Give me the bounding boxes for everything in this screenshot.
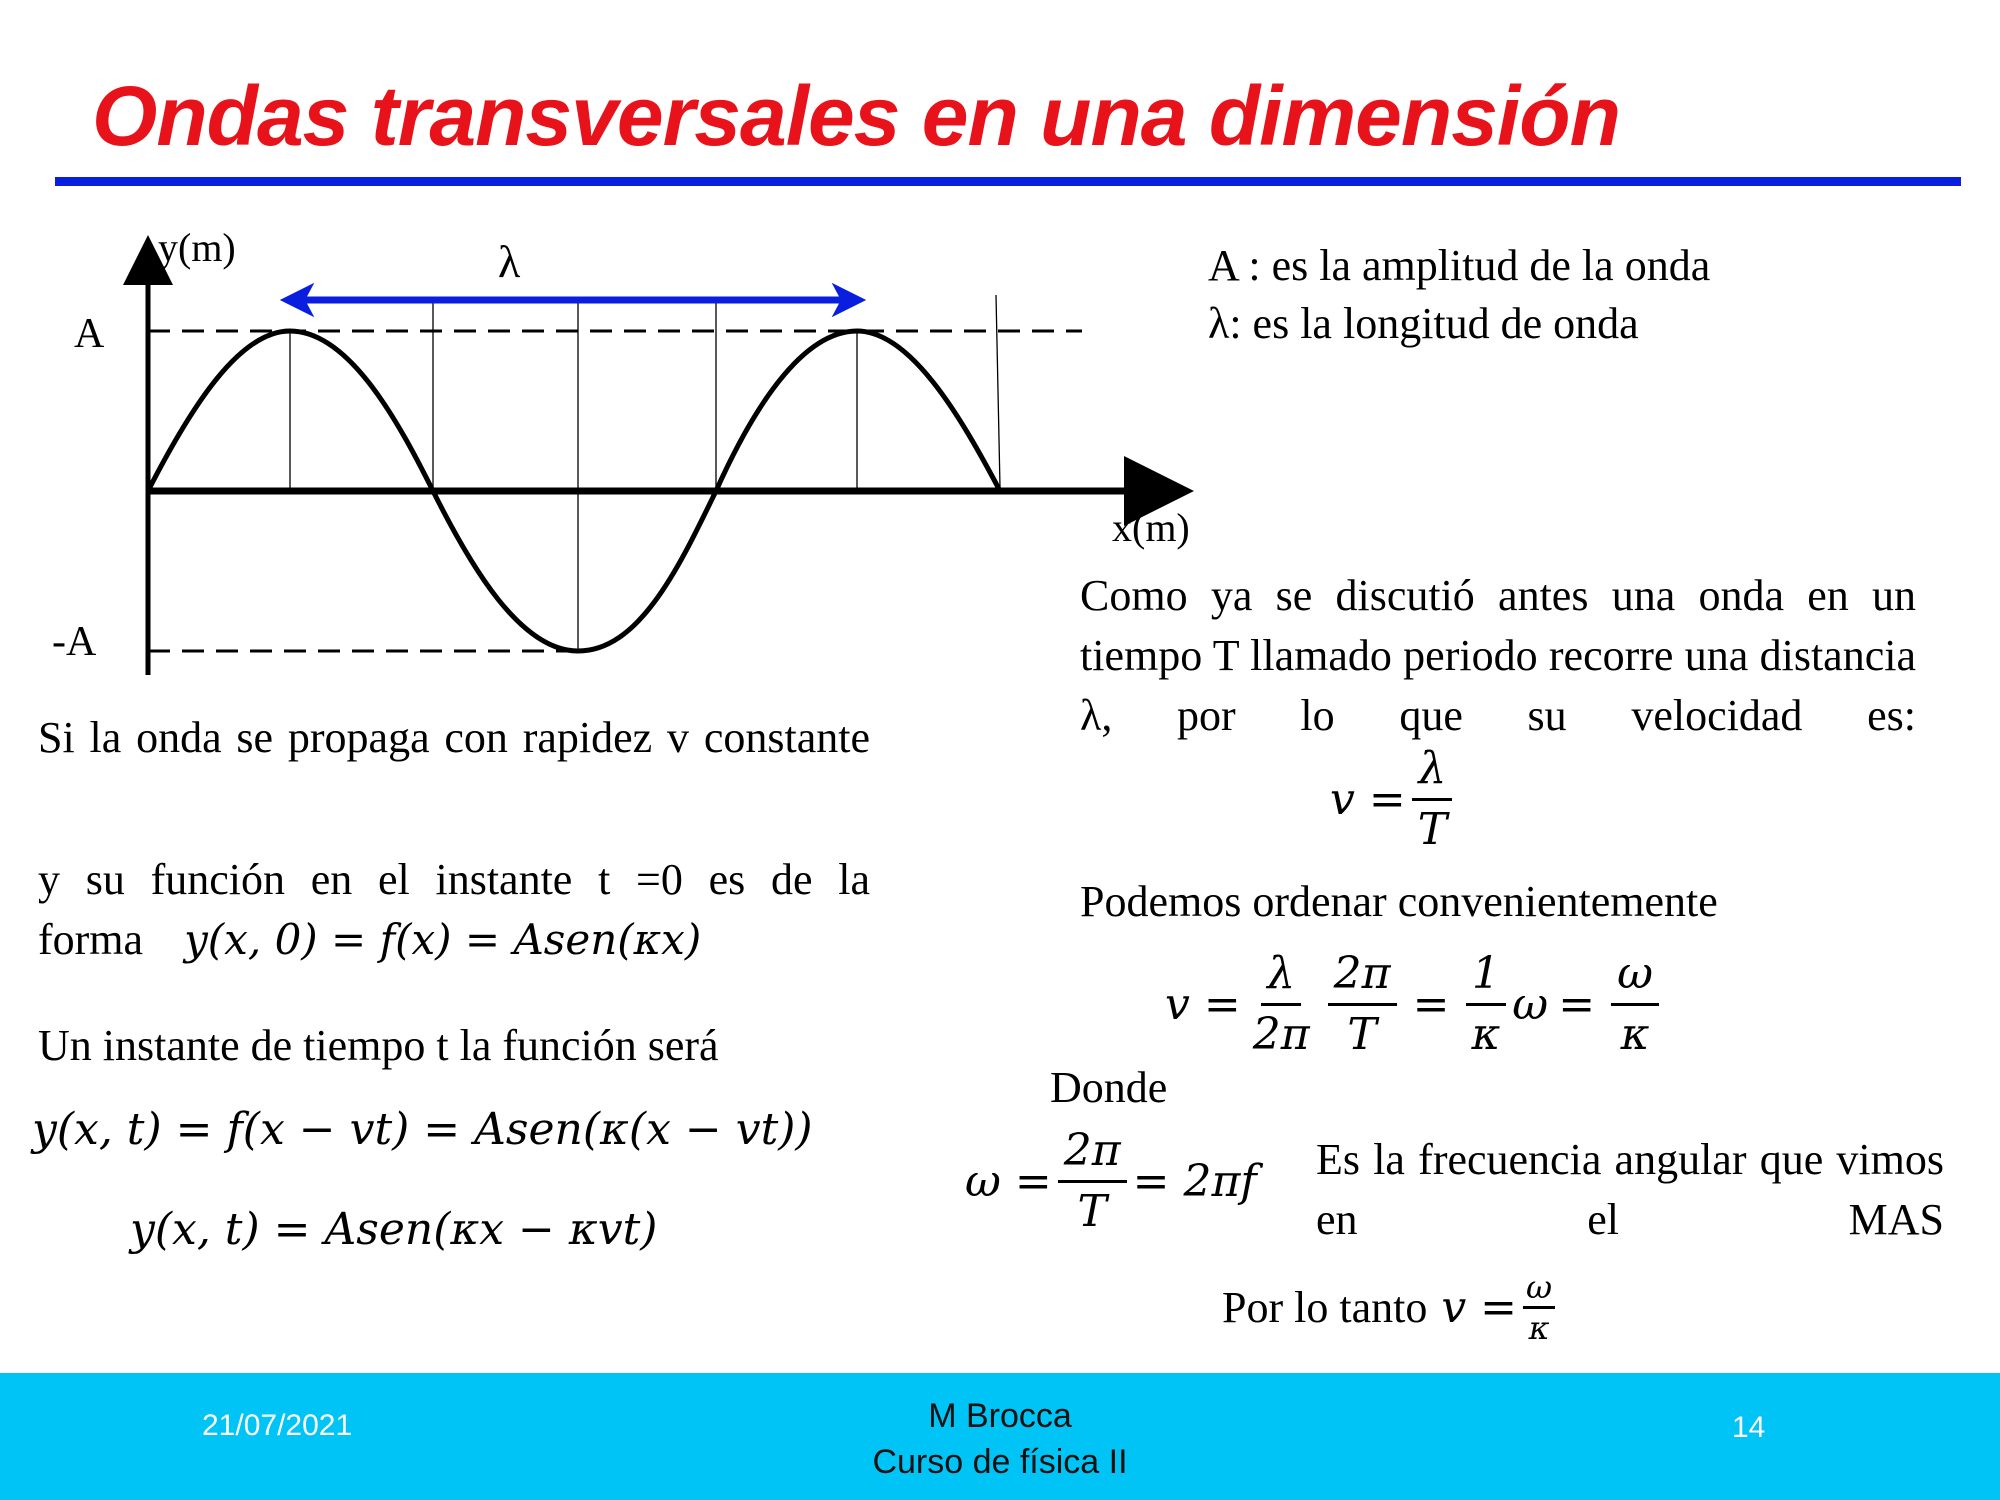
- amplitude-pos-label: A: [74, 311, 105, 357]
- footer-bar: [0, 1373, 2000, 1500]
- title-divider: [55, 177, 1961, 186]
- fraction-omega-over-kappa: $\frac{\omega}{\kappa}$: [1523, 1268, 1555, 1347]
- division-lines: [290, 295, 1000, 651]
- propagation-text: Si la onda se propaga con rapidez v constante: [38, 713, 870, 762]
- period-text: Como ya se discutió antes una onda en un tiempo T llamado periodo recorre una distancia λ, por lo que su velocidad es:: [1080, 571, 1916, 740]
- x-axis-label: x(m): [1112, 505, 1190, 550]
- footer-course: Curso de física II: [872, 1443, 1128, 1481]
- wavelength-definition: λ: es la longitud de onda: [1208, 299, 1639, 348]
- omega-symbol: ω: [1512, 979, 1549, 1030]
- fraction-omega-over-kappa: $\frac{\omega}{\kappa}$: [1611, 945, 1659, 1064]
- function-form-line: [38, 910, 701, 970]
- fraction-2pi-over-t: $\frac{2\pi}{T}$: [1058, 1122, 1127, 1241]
- fraction-lambda-over-2pi: $\frac{\lambda}{2\pi}$: [1247, 945, 1316, 1064]
- instant-text: Un instante de tiempo t la función será: [38, 1021, 719, 1070]
- amplitude-neg-label: -A: [52, 619, 97, 665]
- slide-title: Ondas transversales en una dimensión: [92, 69, 1620, 163]
- reorder-text: Podemos ordenar convenientemente: [1080, 877, 1718, 926]
- conclusion-line: [1222, 1268, 1561, 1347]
- wave-diagram: [0, 225, 1230, 745]
- amplitude-definition: A : es la amplitud de la onda: [1208, 241, 1711, 290]
- conclusion-text: Por lo tanto: [1222, 1283, 1428, 1332]
- footer-author-block: [800, 1393, 1200, 1485]
- equation-t: y(x, t) = f(x − vt) = Asen(κ(x − vt)): [32, 1104, 813, 1155]
- eq-v-lhs: v =: [1330, 774, 1406, 825]
- donde-label: Donde: [1050, 1063, 1168, 1112]
- equation-omega: [965, 1122, 1257, 1241]
- lambda-arrow: [282, 285, 864, 315]
- y-axis-label: y(m): [158, 225, 236, 270]
- equation-velocity-expanded: [1165, 945, 1665, 1064]
- equals-sign: =: [1558, 979, 1596, 1030]
- function-intro-text: y su función en el instante t =0 es de la: [38, 855, 870, 904]
- omega-description: Es la frecuencia angular que vimos en el MAS: [1316, 1135, 1944, 1244]
- equation-t-expanded: y(x, t) = Asen(κx − κvt): [130, 1204, 658, 1255]
- equation-t0: y(x, 0) = f(x) = Asen(κx): [184, 915, 702, 964]
- fraction-2pi-over-t: $\frac{2\pi}{T}$: [1328, 945, 1397, 1064]
- fraction-lambda-over-t: $\frac{\lambda}{T}$: [1412, 740, 1453, 859]
- footer-page-number: 14: [1732, 1411, 1766, 1444]
- fraction-1-over-kappa: $\frac{1}{\kappa}$: [1465, 945, 1506, 1064]
- conclusion-lhs: v =: [1441, 1282, 1518, 1333]
- footer-author: M Brocca: [928, 1397, 1072, 1435]
- forma-label: forma: [38, 915, 144, 964]
- eq-omega-lhs: ω =: [965, 1156, 1052, 1207]
- equals-sign: =: [1412, 979, 1450, 1030]
- footer-date: 21/07/2021: [202, 1409, 353, 1442]
- lambda-label: λ: [498, 236, 521, 287]
- eq-v2-lhs: v =: [1165, 979, 1241, 1030]
- eq-omega-rhs: = 2πf: [1132, 1156, 1257, 1207]
- equation-velocity: [1330, 740, 1459, 859]
